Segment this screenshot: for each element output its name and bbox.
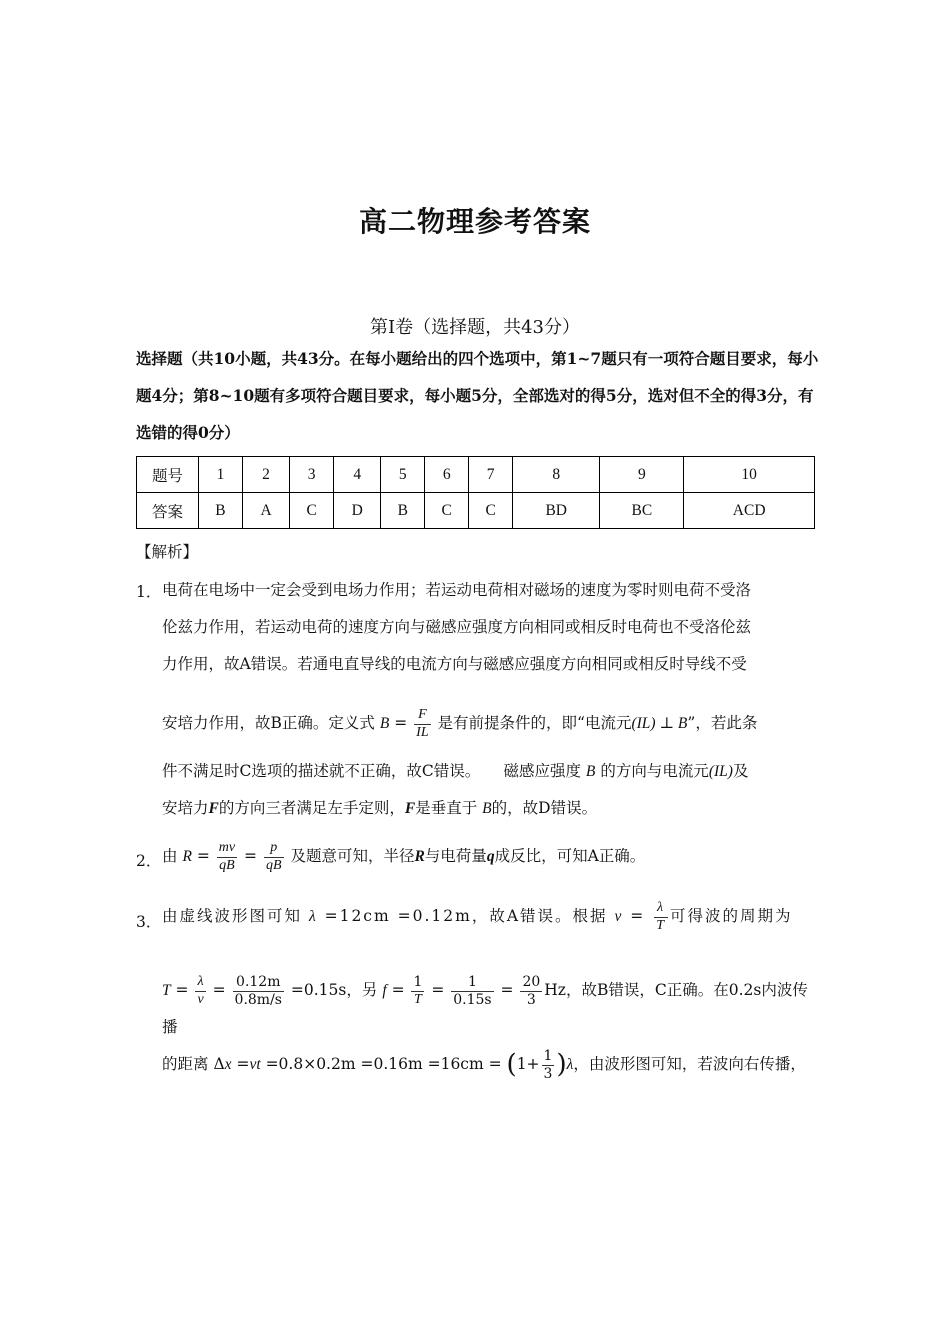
- table-cell: 3: [290, 457, 334, 493]
- math: λ: [308, 908, 318, 925]
- formula-fraction: $\frac{mv}{qB}$: [218, 840, 236, 873]
- text: 的方向与电流元: [600, 762, 709, 780]
- text: 安培力作用，故B正确。定义式: [162, 714, 375, 732]
- text: 是有前提条件的，即“电流元: [437, 714, 632, 732]
- math: vt: [249, 1056, 261, 1073]
- q1-line: 伦兹力作用，若运动电荷的速度方向与磁感应强度方向相同或相反时电荷也不受洛伦兹: [162, 618, 752, 636]
- table-row: [137, 457, 815, 493]
- q3-number: 3．: [136, 913, 162, 931]
- table-cell: B: [199, 493, 243, 529]
- formula-fraction: $\frac{\lambda}{v}$: [197, 974, 204, 1007]
- math: R: [414, 848, 425, 865]
- table-cell: 1: [199, 457, 243, 493]
- table-cell: 6: [425, 457, 469, 493]
- text: 的，故D错误。: [491, 799, 598, 817]
- text: 的方向三者满足左手定则，: [218, 799, 405, 817]
- text: 与电荷量: [424, 847, 487, 865]
- page-title: 高二物理参考答案: [358, 205, 591, 238]
- analysis-heading: 【解析】: [136, 543, 199, 561]
- table-cell: C: [290, 493, 334, 529]
- math: F: [404, 800, 416, 817]
- q3-line3: 的距离 Δx =vt =0.8×0.2m =0.16m =16cm = (1+ $\frac{1}{3}$ )λ，由波形图可知，若波向右传播，: [162, 1048, 806, 1082]
- math: q: [486, 848, 495, 865]
- paren: ): [556, 1049, 567, 1080]
- math: T: [162, 982, 171, 999]
- q3-line2: T = $\frac{\lambda}{v}$ = $\frac{0.12m}{0.8m/s}$ =0.15s，另 f = $\frac{1}{T}$ = $\frac{1}{0.15s}$ = $\frac{20}{3}$ Hz，故B错误，C正确。在0.2s内波传播: [162, 974, 808, 1036]
- text: 件不满足时C选项的描述就不正确，故C错误。 磁感应强度: [162, 762, 581, 780]
- q1-line: [162, 753, 817, 790]
- q1-text: [162, 572, 817, 683]
- q1-line: 力作用，故A错误。若通电直导线的电流方向与磁感应强度方向相同或相反时导线不受: [162, 655, 747, 673]
- math: F: [208, 800, 219, 817]
- math: (IL): [708, 763, 733, 780]
- formula-fraction: $\frac{1}{3}$: [543, 1048, 553, 1082]
- table-cell: 9: [600, 457, 684, 493]
- math: B: [379, 715, 390, 732]
- q1-number: 1．: [136, 583, 162, 601]
- q2-number: 2．: [136, 852, 162, 870]
- table-cell: BD: [513, 493, 600, 529]
- q1-line: [162, 790, 817, 827]
- math: λ: [566, 1056, 574, 1073]
- section-subtitle: 第Ⅰ卷（选择题，共43分）: [369, 317, 580, 338]
- text: 的距离: [162, 1055, 209, 1073]
- table-cell: B: [381, 493, 425, 529]
- table-cell: ACD: [684, 493, 815, 529]
- table-cell: 7: [469, 457, 513, 493]
- text: 安培力: [162, 799, 209, 817]
- text: ”，若此条: [687, 714, 758, 732]
- row-label: 答案: [137, 493, 199, 529]
- table-cell: 4: [334, 457, 381, 493]
- text: 及题意可知，半径: [290, 847, 415, 865]
- table-cell: C: [425, 493, 469, 529]
- math: R: [182, 848, 192, 865]
- math: f: [382, 982, 387, 999]
- formula-fraction: $\frac{1}{T}$: [413, 974, 423, 1007]
- table-cell: C: [469, 493, 513, 529]
- q3-line1: 由虚线波形图可知 λ =12cm =0.12m，故A错误。根据 v = $\frac{\lambda}{T}$ 可得波的周期为: [162, 900, 793, 933]
- table-cell: BC: [600, 493, 684, 529]
- answer-table: [136, 456, 815, 529]
- text: ，另: [346, 981, 378, 999]
- math: B: [585, 763, 596, 780]
- text: ，故B错误，C正确。在0.2s内波传播: [162, 981, 808, 1036]
- table-cell: A: [242, 493, 289, 529]
- formula-fraction: $\frac{\lambda}{T}$: [656, 900, 666, 933]
- math: x: [224, 1056, 232, 1073]
- math: v: [614, 908, 624, 925]
- text: ，故A错误。根据: [471, 907, 608, 925]
- text: 由: [162, 847, 178, 865]
- q2-text: 由 R = $\frac{mv}{qB}$ = $\frac{p}{qB}$ 及题意可知，半径R与电荷量q成反比，可知A正确。: [162, 840, 646, 873]
- table-cell: 5: [381, 457, 425, 493]
- table-cell: 2: [242, 457, 289, 493]
- formula-fraction: $\frac{0.12m}{0.8m/s}$: [234, 974, 282, 1008]
- q1-text-cont: [162, 704, 817, 827]
- table-row: [137, 493, 815, 529]
- formula-fraction: $\frac{F}{IL}$: [416, 707, 429, 740]
- paren: (: [506, 1049, 517, 1080]
- q1-line: 安培力作用，故B正确。定义式 B = $\frac{F}{IL}$ 是有前提条件的，即“电流元(IL) ⊥ B”，若此条: [162, 707, 758, 740]
- formula-fraction: $\frac{p}{qB}$: [265, 840, 282, 873]
- formula-fraction: $\frac{1}{0.15s}$: [453, 974, 492, 1008]
- row-label: 题号: [137, 457, 199, 493]
- text: 成反比，可知A正确。: [494, 847, 646, 865]
- text: ，由波形图可知，若波向右传播，: [573, 1055, 806, 1073]
- table-cell: D: [334, 493, 381, 529]
- text: 可得波的周期为: [669, 907, 793, 925]
- math: B: [482, 800, 492, 817]
- math: (IL) ⊥ B: [631, 715, 688, 732]
- q1-line: 电荷在电场中一定会受到电场力作用；若运动电荷相对磁场的速度为零时则电荷不受洛: [162, 581, 752, 599]
- text: 及: [732, 762, 749, 780]
- table-cell: 10: [684, 457, 815, 493]
- instructions: 选择题（共10小题，共43分。在每小题给出的四个选项中，第1~7题只有一项符合题目要求，每小题4分；第8~10题有多项符合题目要求，每小题5分，全部选对的得5分，选对但不全的得3分，有选错的得0分）: [136, 349, 819, 442]
- table-cell: 8: [513, 457, 600, 493]
- formula-fraction: $\frac{20}{3}$: [522, 974, 541, 1008]
- text: 是垂直于: [415, 799, 478, 817]
- text: 由虚线波形图可知: [162, 907, 303, 925]
